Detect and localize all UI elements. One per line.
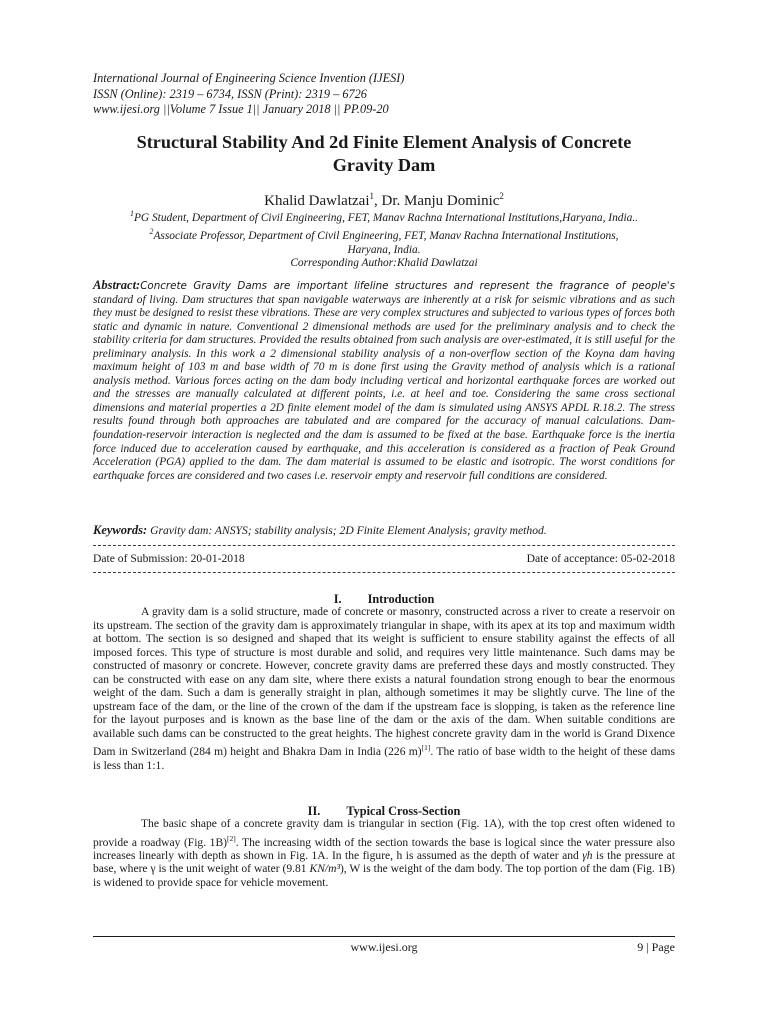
footer-page-number: 9 | Page bbox=[637, 940, 675, 954]
section-2-text-d: ), W is the weight of the dam body. The top portion of the dam (Fig. 1B) is widened to provide space for vehicle movement. bbox=[93, 863, 675, 890]
divider-top bbox=[93, 545, 675, 546]
author-1: Khalid Dawlatzai bbox=[264, 193, 370, 209]
affiliation-1-text: PG Student, Department of Civil Engineering, FET, Manav Rachna International Institutions,Haryana, India.. bbox=[133, 211, 639, 224]
paper-title-line1: Structural Stability And 2d Finite Element Analysis of Concrete bbox=[136, 132, 632, 152]
section-1-ref: [1] bbox=[421, 743, 431, 753]
affiliation-2-text: Associate Professor, Department of Civil Engineering, FET, Manav Rachna International Institutions, bbox=[153, 230, 619, 243]
author-1-sup: 1 bbox=[369, 191, 374, 201]
author-2: Dr. Manju Dominic bbox=[381, 193, 500, 209]
abstract bbox=[93, 279, 675, 483]
footer-rule bbox=[93, 936, 675, 937]
keywords-heading: Keywords: bbox=[93, 523, 148, 537]
section-2-text-c: is the pressure at base, where γ is the unit weight of water (9.81 bbox=[93, 849, 675, 876]
section-1-heading bbox=[93, 592, 675, 606]
section-2-ref: [2] bbox=[227, 833, 236, 843]
submission-date: Date of Submission: 20-01-2018 bbox=[93, 552, 245, 565]
abstract-body: standard of living. Dam structures that span navigable waterways are inherently at a risk for seismic vibrations and as such they must be designed to resist these vibrations. These are very complex structures and subjected to various types of forces both static and dynamic in nature. Conventional 2 dimensional methods are used for the preliminary analysis and to check the stability criteria for dam structures. Provided the results obtained from such analysis are over-estimated, it is still useful for the preliminary analysis. In this work a 2 dimensional stability analysis of a non-overflow section of the Koyna dam having maximum height of 103 m and base width of 70 m is done first using the Gravity method of analysis which is a rational analysis method. Various forces acting on the dam body including vertical and horizontal earthquake forces are worked out and the stresses are manually calculated at different points, i.e. at heel and toe. Considering the same cross sectional dimensions and material properties a 2D finite element model of the dam is simulated using ANSYS APDL R.18.2. The stress results found through both approaches are tabulated and are compared for the accuracy of manual calculations. Dam-foundation-reservoir interaction is neglected and the dam is assumed to be fixed at the base. Earthquake force is the inertia force induced due to acceleration caused by earthquake, and this acceleration is considered as a fraction of Peak Ground Acceleration (PGA) applied to the dam. The dam material is assumed to be elastic and isotropic. The worst conditions for earthquake forces are considered and two cases i.e. reservoir empty and reservoir full conditions are considered. bbox=[93, 293, 675, 482]
author-sep: , bbox=[373, 193, 382, 209]
abstract-heading: Abstract: bbox=[93, 278, 141, 292]
paper-title-line2: Gravity Dam bbox=[332, 155, 436, 175]
dates-row bbox=[93, 552, 675, 566]
section-1-body bbox=[93, 606, 675, 773]
section-1-title: Introduction bbox=[367, 592, 435, 606]
affiliation-1-sup: 1 bbox=[129, 209, 134, 218]
abstract-first-line: Concrete Gravity Dams are important lifeline structures and represent the fragrance of people's bbox=[140, 280, 675, 292]
keywords-list: Gravity dam: ANSYS; stability analysis; 2D Finite Element Analysis; gravity method. bbox=[150, 524, 547, 537]
keywords bbox=[93, 523, 675, 538]
author-2-sup: 2 bbox=[499, 191, 504, 201]
gamma-h: γh bbox=[582, 849, 593, 862]
section-2-text-b: . The increasing width of the section towards the base is logical since the water pressure also increases linearly with depth as shown in Fig. 1A. In the figure, h is assumed as the depth of water and bbox=[93, 836, 676, 862]
affiliations bbox=[93, 207, 675, 271]
affiliation-2-sup: 2 bbox=[149, 227, 154, 237]
unit-weight: KN/m³ bbox=[309, 863, 340, 876]
paper-title bbox=[93, 131, 675, 177]
journal-volume: www.ijesi.org ||Volume 7 Issue 1|| January 2018 || PP.09-20 bbox=[93, 102, 389, 116]
footer-url: www.ijesi.org bbox=[350, 940, 418, 954]
journal-name: International Journal of Engineering Science Invention (IJESI) bbox=[93, 71, 405, 85]
section-1-number: I. bbox=[333, 592, 342, 606]
section-1-text: A gravity dam is a solid structure, made of concrete or masonry, constructed across a river to create a reservoir on its upstream. The section of the gravity dam is approximately triangular in shape, with its apex at its top and maximum width at bottom. The section is so designed and shaped that its weight is sufficient to ensure stability against the effects of all imposed forces. This type of structure is most durable and solid, and requires very little maintenance. Such dams may be constructed of masonry or concrete. However, concrete gravity dams are preferred these days and mostly constructed. They can be constructed with ease on any dam site, where there exists a natural foundation strong enough to bear the enormous weight of the dam. Such a dam is generally straight in plan, although sometimes it may be slightly curve. The line of the upstream face of the dam, or the line of the crown of the dam if the upstream face is slopping, is taken as the reference line for the layout purposes and is known as the base line of the dam or the axis of the dam. When suitable conditions are available such dams can be constructed to the great heights. The highest concrete gravity dam in the world is Grand Dixence Dam in Switzerland (284 m) height and Bhakra Dam in India (226 m) bbox=[93, 606, 675, 759]
section-2-heading bbox=[93, 804, 675, 818]
section-1-text-after: . The ratio of base width to the height of these dams is less than 1:1. bbox=[93, 746, 675, 772]
affiliation-2-cont: Haryana, India. bbox=[347, 243, 421, 256]
journal-header bbox=[93, 71, 693, 118]
section-2-text-a: The basic shape of a concrete gravity dam is triangular in section (Fig. 1A), with the top crest often widened to provide a roadway (Fig. 1B) bbox=[93, 818, 675, 849]
section-2-number: II. bbox=[307, 804, 321, 818]
affiliation-1 bbox=[93, 207, 675, 225]
affiliation-2 bbox=[93, 225, 675, 243]
corresponding-author: Corresponding Author:Khalid Dawlatzai bbox=[290, 257, 478, 270]
journal-issn: ISSN (Online): 2319 – 6734, ISSN (Print): 2319 – 6726 bbox=[93, 86, 367, 101]
section-2-title: Typical Cross-Section bbox=[346, 804, 461, 818]
divider-bottom bbox=[93, 572, 675, 573]
acceptance-date: Date of acceptance: 05-02-2018 bbox=[526, 552, 675, 565]
section-2-body bbox=[93, 818, 675, 891]
